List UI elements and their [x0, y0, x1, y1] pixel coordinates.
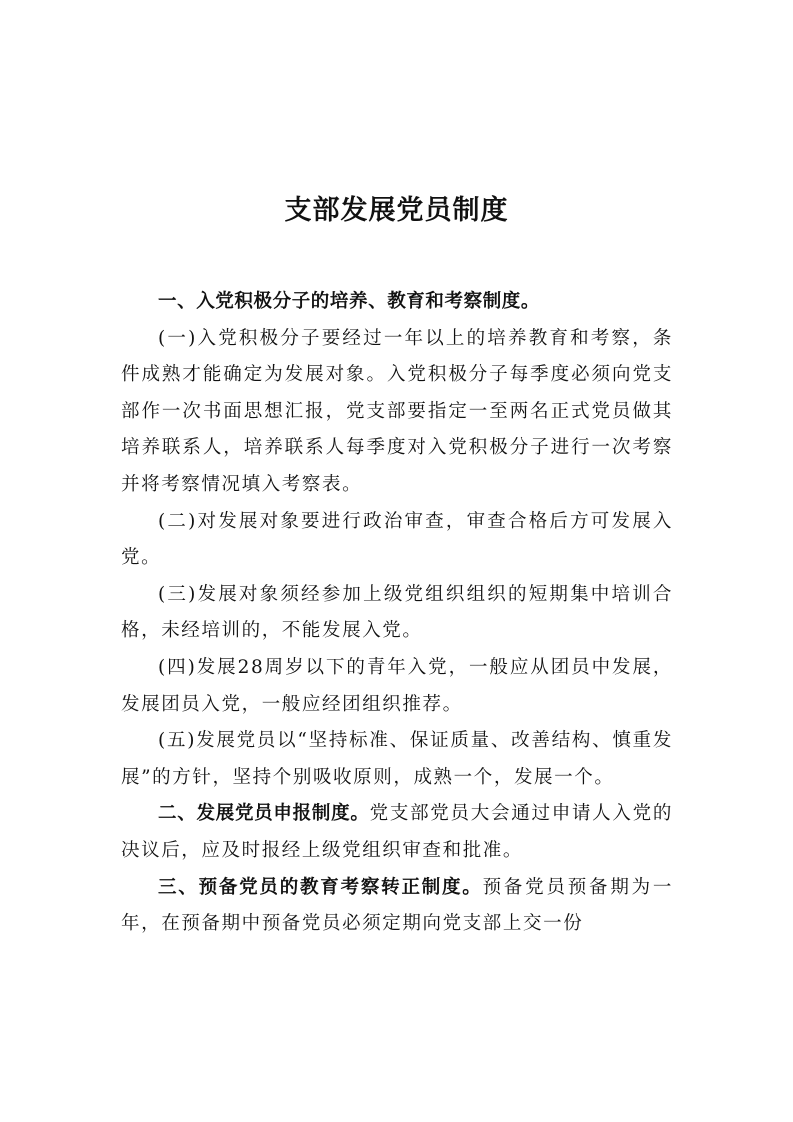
section-3-text: 预备党员预备期为一年，在预备期中预备党员必须定期向党支部上交一份 — [121, 876, 673, 935]
document-body — [121, 284, 673, 943]
section-1-heading: 一、入党积极分子的培养、教育和考察制度。 — [158, 291, 541, 312]
section-3-paragraph — [121, 870, 673, 943]
section-1-item-5: (五)发展党员以“坚持标准、保证质量、改善结构、慎重发展”的方针，坚持个别吸收原则，成熟一个，发展一个。 — [121, 730, 673, 788]
section-3-heading: 三、预备党员的教育考察转正制度。 — [158, 876, 483, 898]
section-1-item-3: (三)发展对象须经参加上级党组织组织的短期集中培训合格，未经培训的，不能发展入党。 — [121, 583, 673, 642]
section-2-text: 党支部党员大会通过申请人入党的决议后，应及时报经上级党组织审查和批准。 — [121, 803, 673, 861]
section-2-heading: 二、发展党员申报制度。 — [158, 803, 370, 825]
section-1-item-1: (一)入党积极分子要经过一年以上的培养教育和考察，条件成熟才能确定为发展对象。入党积极分子每季度必须向党支部作一次书面思想汇报，党支部要指定一至两名正式党员做其培养联系人，培养联系人每季度对入党积极分子进行一次考察并将考察情况填入考察表。 — [121, 327, 673, 495]
section-1-item-2: (二)对发展对象要进行政治审查，审查合格后方可发展入党。 — [121, 510, 673, 569]
document-title: 支部发展党员制度 — [284, 195, 509, 226]
section-1-item-4: (四)发展28周岁以下的青年入党，一般应从团员中发展，发展团员入党，一般应经团组织推荐。 — [121, 656, 673, 715]
section-2-paragraph — [121, 796, 673, 869]
